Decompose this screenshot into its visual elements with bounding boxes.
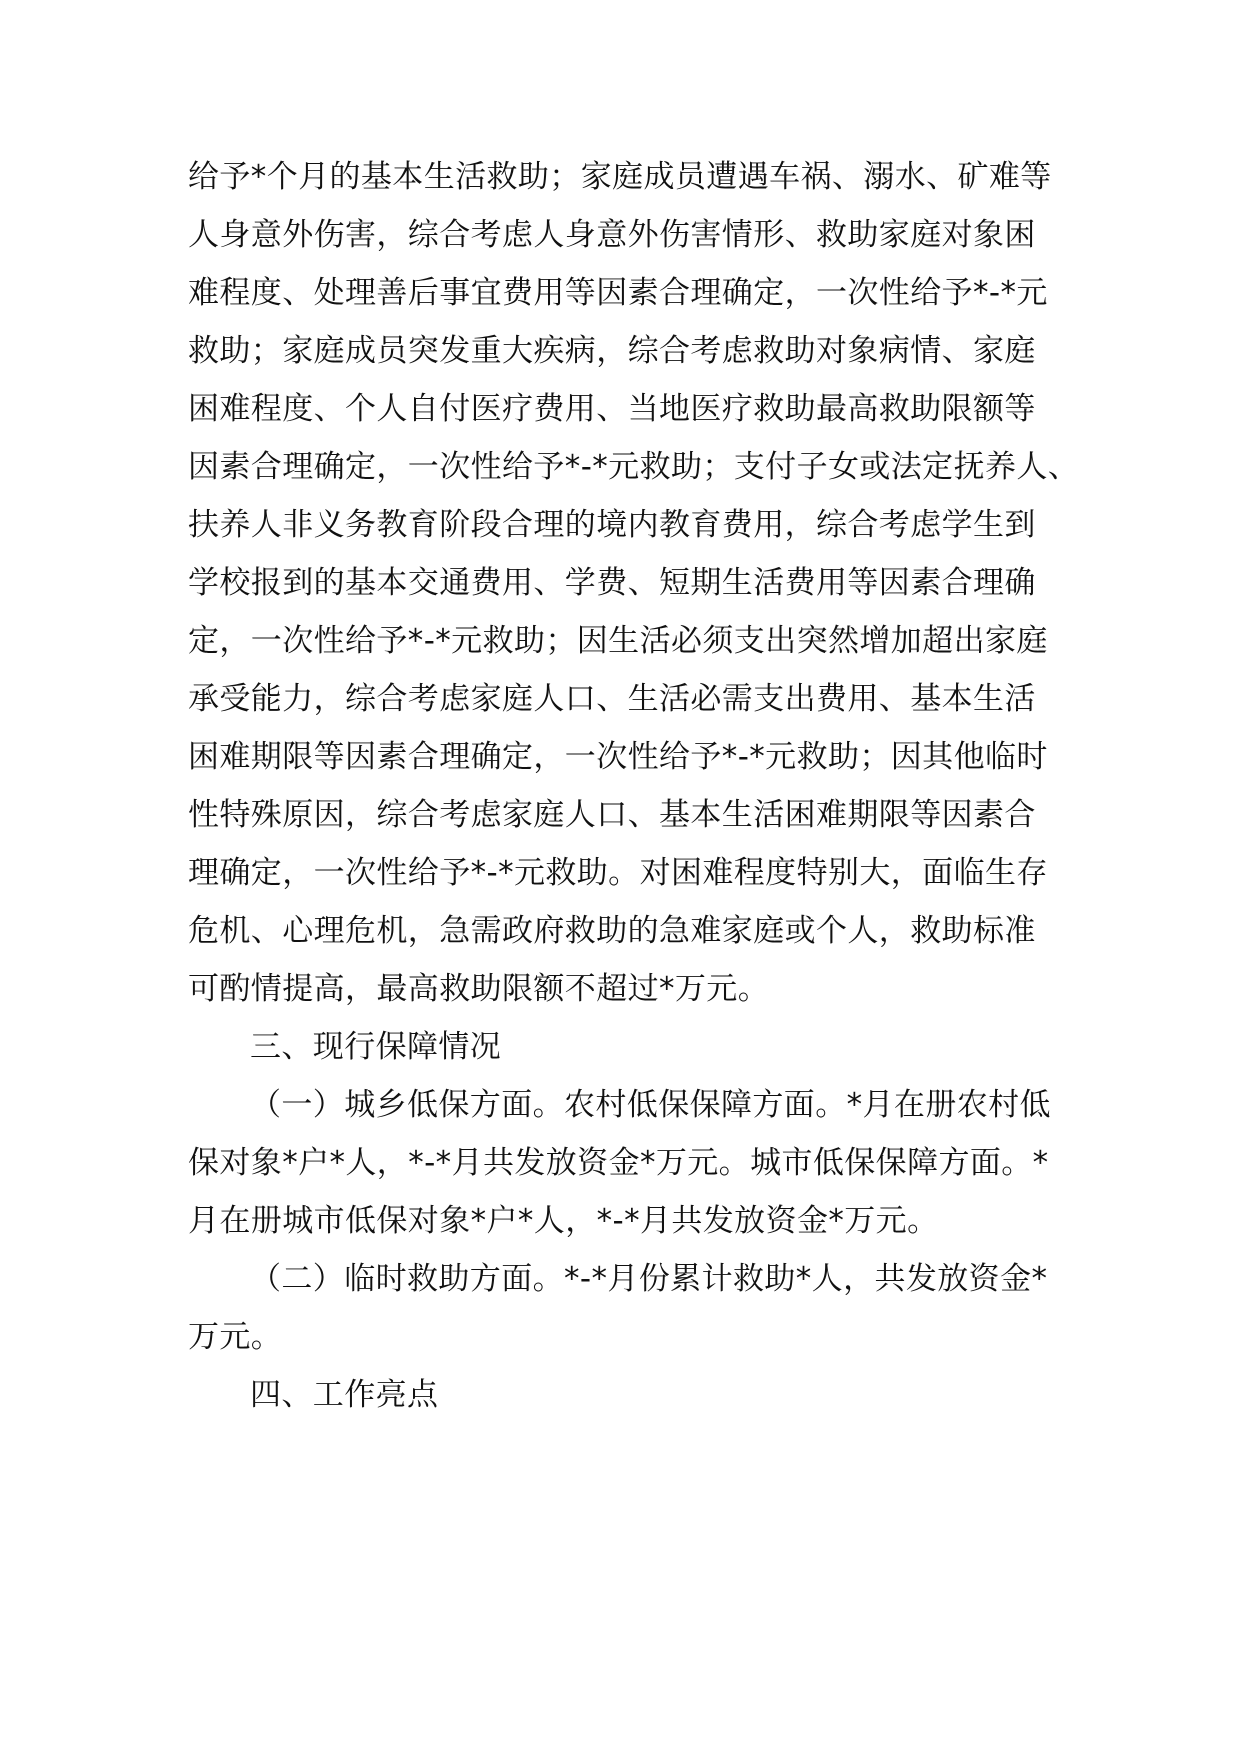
subsection-1-line: 保对象*户*人，*-*月共发放资金*万元。城市低保保障方面。* [188, 1145, 1049, 1181]
paragraph-line: 性特殊原因，综合考虑家庭人口、基本生活困难期限等因素合 [188, 797, 1036, 833]
paragraph-line: 理确定，一次性给予*-*元救助。对困难程度特别大，面临生存 [188, 855, 1048, 891]
paragraph-line: 学校报到的基本交通费用、学费、短期生活费用等因素合理确 [188, 565, 1036, 601]
subsection-1-line: 月在册城市低保对象*户*人，*-*月共发放资金*万元。 [188, 1203, 939, 1239]
section-heading-3: 三、现行保障情况 [250, 1029, 502, 1065]
paragraph-line: 扶养人非义务教育阶段合理的境内教育费用，综合考虑学生到 [188, 507, 1036, 543]
section-heading-4: 四、工作亮点 [250, 1377, 439, 1413]
paragraph-line: 困难期限等因素合理确定，一次性给予*-*元救助；因其他临时 [188, 739, 1048, 775]
paragraph-line: 因素合理确定，一次性给予*-*元救助；支付子女或法定抚养人、 [188, 449, 1080, 485]
paragraph-line: 救助；家庭成员突发重大疾病，综合考虑救助对象病情、家庭 [188, 333, 1036, 369]
subsection-2-line: （二）临时救助方面。*-*月份累计救助*人，共发放资金* [250, 1261, 1048, 1297]
paragraph-line: 承受能力，综合考虑家庭人口、生活必需支出费用、基本生活 [188, 681, 1036, 717]
subsection-2-line: 万元。 [188, 1319, 283, 1355]
paragraph-line: 定，一次性给予*-*元救助；因生活必须支出突然增加超出家庭 [188, 623, 1048, 659]
paragraph-line: 危机、心理危机，急需政府救助的急难家庭或个人，救助标准 [188, 913, 1036, 949]
paragraph-line: 难程度、处理善后事宜费用等因素合理确定，一次性给予*-*元 [188, 275, 1048, 311]
paragraph-line: 困难程度、个人自付医疗费用、当地医疗救助最高救助限额等 [188, 391, 1036, 427]
paragraph-line: 给予*个月的基本生活救助；家庭成员遭遇车祸、溺水、矿难等 [188, 159, 1052, 195]
paragraph-line: 人身意外伤害，综合考虑人身意外伤害情形、救助家庭对象困 [188, 217, 1036, 253]
paragraph-line: 可酌情提高，最高救助限额不超过*万元。 [188, 971, 770, 1007]
subsection-1-line: （一）城乡低保方面。农村低保保障方面。*月在册农村低 [250, 1087, 1051, 1123]
